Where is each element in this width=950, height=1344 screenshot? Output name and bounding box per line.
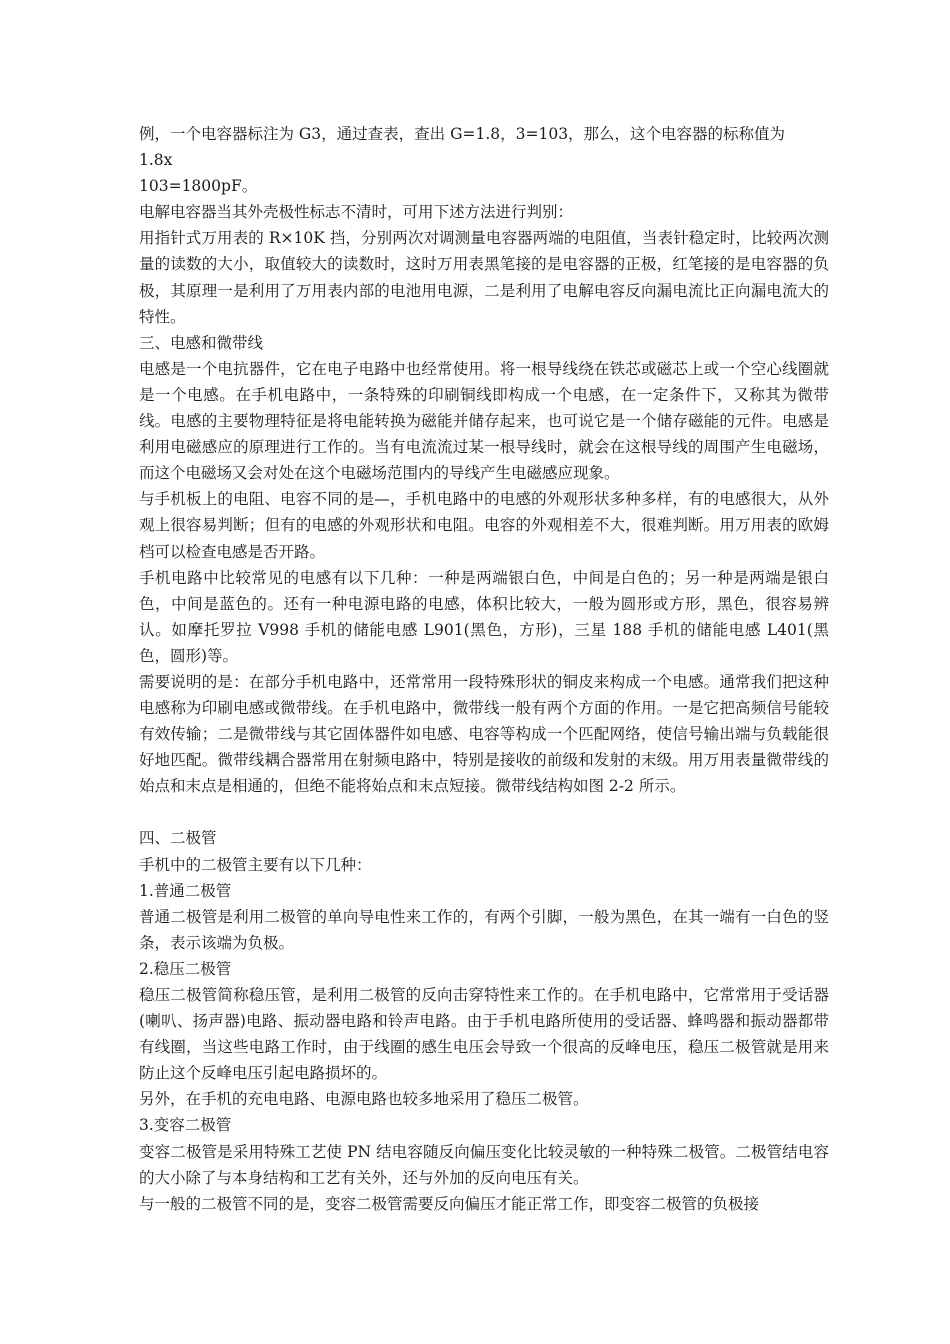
paragraph: 稳压二极管简称稳压管，是利用二极管的反向击穿特性来工作的。在手机电路中，它常常用于受话器(喇叭、扬声器)电路、振动器电路和铃声电路。由于手机电路所使用的受话器、蜂鸣器和振动器都带有线圈，当这些电路工作时，由于线圈的感生电压会导致一个很高的反峰电压，稳压二极管就是用来防止这个反峰电压引起电路损坏的。 [139, 986, 829, 1083]
paragraph: 与一般的二极管不同的是，变容二极管需要反向偏压才能正常工作，即变容二极管的负极接 [139, 1194, 760, 1213]
paragraph: 另外，在手机的充电电路、电源电路也较多地采用了稳压二极管。 [139, 1090, 589, 1109]
paragraph: 电解电容器当其外壳极性标志不清时，可用下述方法进行判别： [139, 203, 574, 222]
paragraph: 电感是一个电抗器件，它在电子电路中也经常使用。将一根导线绕在铁芯或磁芯上或一个空心线圈就是一个电感。在手机电路中，一条特殊的印刷铜线即构成一个电感，在一定条件下，又称其为微带线。电感的主要物理特征是将电能转换为磁能并储存起来，也可说它是一个储存磁能的元件。电感是利用电磁感应的原理进行工作的。当有电流流过某一根导线时，就会在这根导线的周围产生电磁场，而这个电磁场又会对处在这个电磁场范围内的导线产生电磁感应现象。 [139, 359, 829, 483]
paragraph: 手机中的二极管主要有以下几种： [139, 855, 372, 874]
section-heading: 四、二极管 [139, 829, 217, 848]
paragraph: 普通二极管是利用二极管的单向导电性来工作的，有两个引脚，一般为黑色，在其一端有一白色的竖条，表示该端为负极。 [139, 907, 829, 952]
blank-line [139, 799, 829, 825]
section-heading: 三、电感和微带线 [139, 333, 264, 352]
text-line: 103=1800pF。 [139, 177, 258, 196]
text-line: 1.8x [139, 151, 173, 170]
subheading: 1.普通二极管 [139, 881, 232, 900]
paragraph: 用指针式万用表的 R×10K 挡，分别两次对调测量电容器两端的电阻值，当表针稳定时，比较两次测量的读数的大小，取值较大的读数时，这时万用表黑笔接的是电容器的正极，红笔接的是电容器的负极，其原理一是利用了万用表内部的电池用电源，二是利用了电解电容反向漏电流比正向漏电流大的特性。 [139, 229, 829, 326]
paragraph: 与手机板上的电阻、电容不同的是—，手机电路中的电感的外观形状多种多样，有的电感很大，从外观上很容易判断；但有的电感的外观形状和电阻。电容的外观相差不大，很难判断。用万用表的欧姆档可以检查电感是否开路。 [139, 490, 829, 561]
paragraph: 需要说明的是：在部分手机电路中，还常常用一段特殊形状的铜皮来构成一个电感。通常我们把这种电感称为印刷电感或微带线。在手机电路中，微带线一般有两个方面的作用。一是它把高频信号能较有效传输；二是微带线与其它固体器件如电感、电容等构成一个匹配网络，使信号输出端与负载能很好地匹配。微带线耦合器常用在射频电路中，特别是接收的前级和发射的末级。用万用表量微带线的始点和末点是相通的，但绝不能将始点和末点短接。微带线结构如图 2-2 所示。 [139, 672, 829, 796]
text-line: 例，一个电容器标注为 G3，通过查表，查出 G=1.8，3=103，那么，这个电容器的标称值为 [139, 125, 786, 143]
document-body [139, 121, 829, 1217]
subheading: 3.变容二极管 [139, 1116, 232, 1135]
paragraph: 变容二极管是采用特殊工艺使 PN 结电容随反向偏压变化比较灵敏的一种特殊二极管。二极管结电容的大小除了与本身结构和工艺有关外，还与外加的反向电压有关。 [139, 1142, 829, 1187]
paragraph: 手机电路中比较常见的电感有以下几种：一种是两端银白色，中间是白色的；另一种是两端是银白色，中间是蓝色的。还有一种电源电路的电感，体积比较大，一般为圆形或方形，黑色，很容易辨认。如摩托罗拉 V998 手机的储能电感 L901(黑色，方形)，三星 188 手机的储能电感 L401(黑色，圆形)等。 [139, 568, 829, 665]
subheading: 2.稳压二极管 [139, 959, 232, 978]
